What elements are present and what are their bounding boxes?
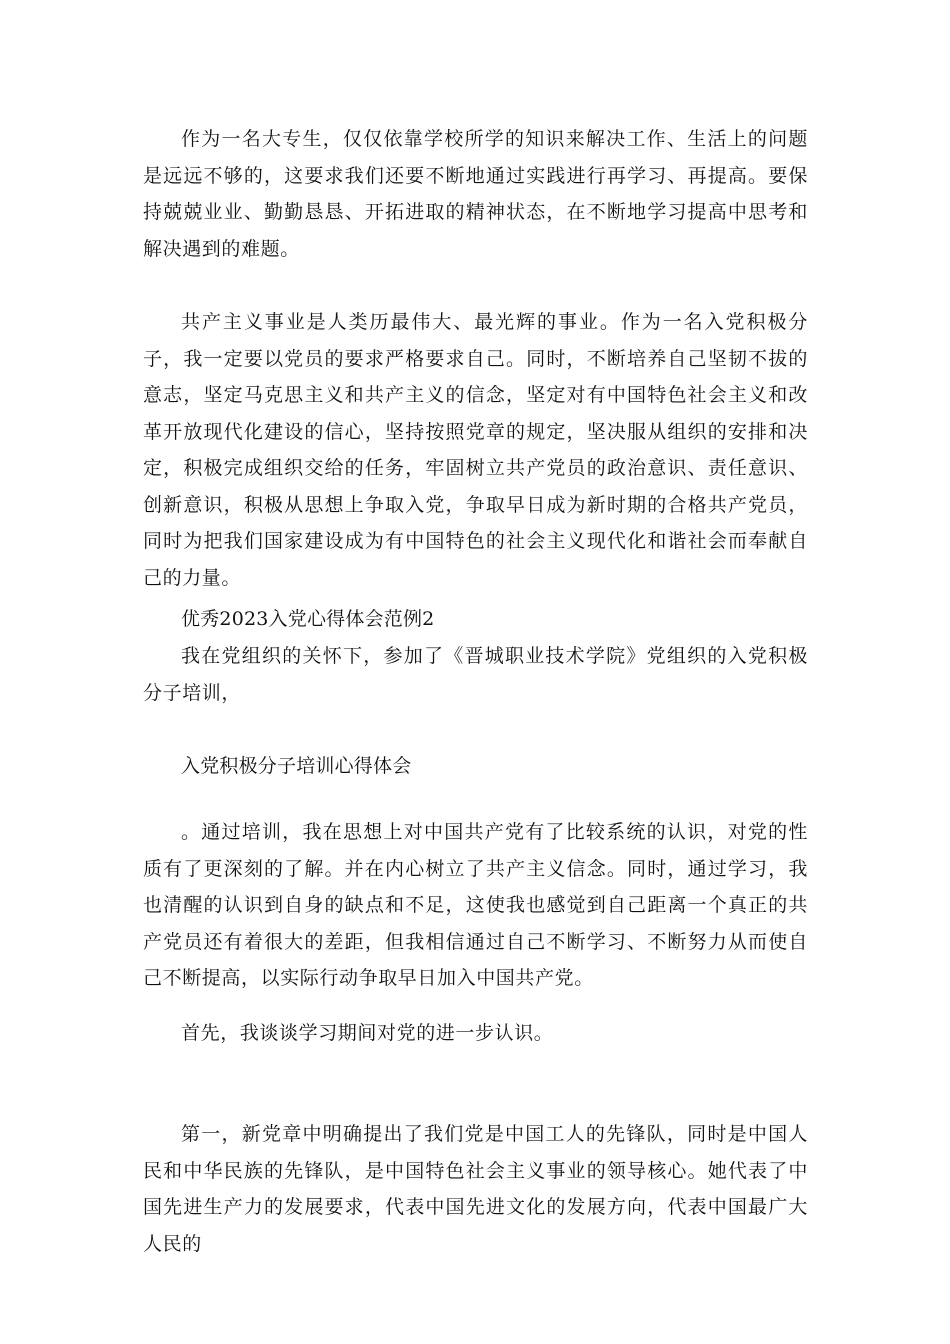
paragraph-study-practice: 作为一名大专生，仅仅依靠学校所学的知识来解决工作、生活上的问题是远远不够的，这要求我们还要不断地通过实践进行再学习、再提高。要保持兢兢业业、勤勤恳恳、开拓进取的精神状态，在不断地学习提高中思考和解决遇到的难题。 (143, 128, 808, 260)
paragraph-point-one: 第一，新党章中明确提出了我们党是中国工人的先锋队，同时是中国人民和中华民族的先锋队，是中国特色社会主义事业的领导核心。她代表了中国先进生产力的发展要求，代表中国先进文化的发展方向，代表中国最广大人民的 (143, 1123, 808, 1255)
paragraph-training-intro: 我在党组织的关怀下，参加了《晋城职业技术学院》党组织的入党积极分子培训， (143, 645, 808, 704)
paragraph-training-outcome: 。通过培训，我在思想上对中国共产党有了比较系统的认识，对党的性质有了更深刻的了解。并在内心树立了共产主义信念。同时，通过学习，我也清醒的认识到自身的缺点和不足，这使我也感觉到自己距离一个真正的共产党员还有着很大的差距，但我相信通过自己不断学习、不断努力从而使自己不断提高，以实际行动争取早日加入中国共产党。 (143, 821, 808, 989)
paragraph-communist-cause: 共产主义事业是人类历最伟大、最光辉的事业。作为一名入党积极分子，我一定要以党员的要求严格要求自己。同时，不断培养自己坚韧不拔的意志，坚定马克思主义和共产主义的信念，坚定对有中国特色社会主义和改革开放现代化建设的信心，坚持按照党章的规定，坚决服从组织的安排和决定，积极完成组织交给的任务，牢固树立共产党员的政治意识、责任意识、创新意识，积极从思想上争取入党，争取早日成为新时期的合格共产党员，同时为把我们国家建设成为有中国特色的社会主义现代化和谐社会而奉献自己的力量。 (143, 311, 808, 589)
section-title-example-2: 优秀2023入党心得体会范例2 (181, 608, 435, 630)
paragraph-first-topic: 首先，我谈谈学习期间对党的进一步认识。 (181, 1022, 554, 1044)
section-title-training-reflection: 入党积极分子培训心得体会 (181, 755, 412, 777)
